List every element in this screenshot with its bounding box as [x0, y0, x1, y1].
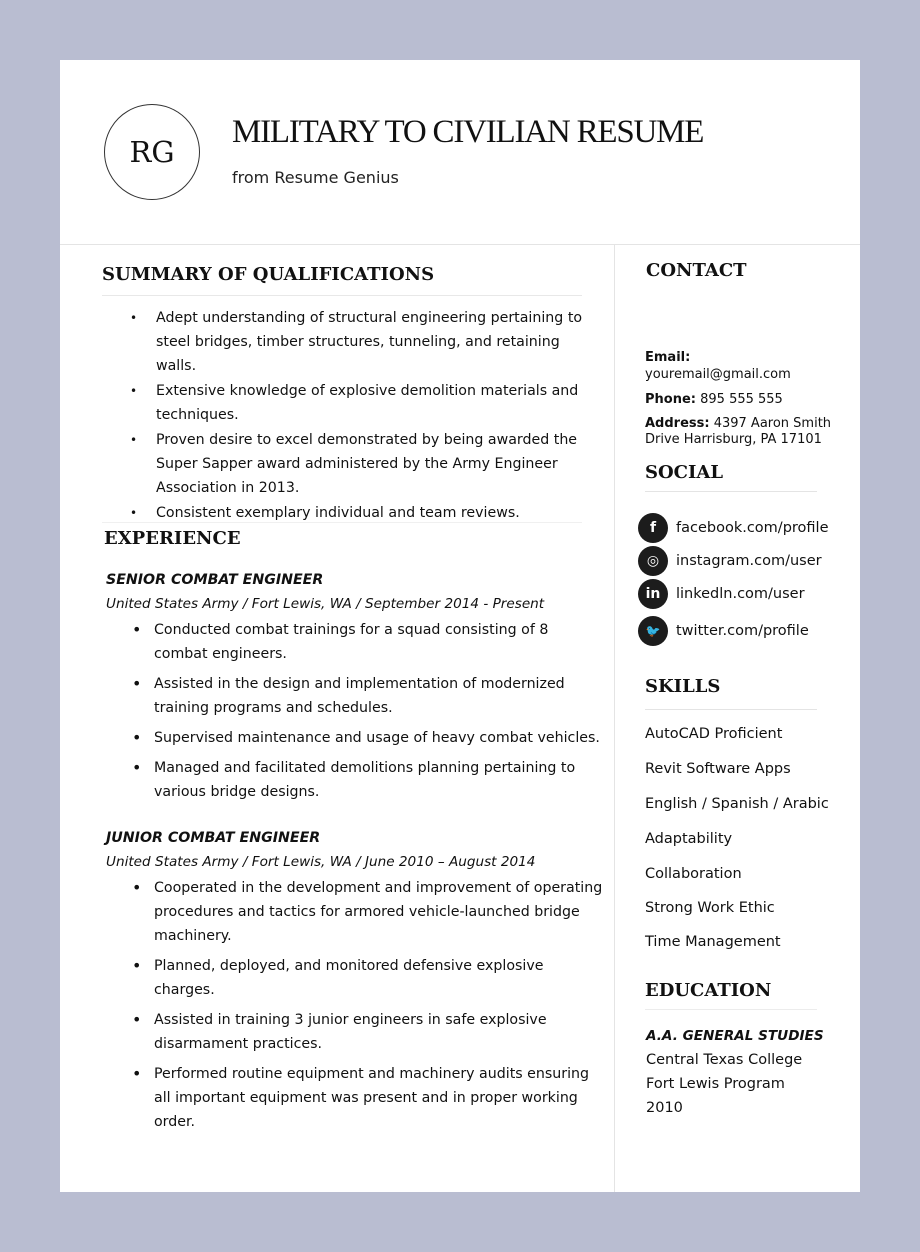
address-line-2: Drive Harrisburg, PA 17101	[645, 432, 822, 447]
social-label: linkedln.com/user	[676, 586, 805, 602]
linkedin-icon: in	[638, 579, 668, 609]
job-bullet: • Assisted in the design and implementation of modernized training programs and schedules.	[106, 672, 606, 720]
social-item-twitter[interactable]	[638, 616, 809, 646]
job-meta: United States Army / Fort Lewis, WA / June 2010 – August 2014	[106, 854, 536, 870]
job-bullet: • Supervised maintenance and usage of heavy combat vehicles.	[106, 726, 606, 750]
social-label: facebook.com/profile	[676, 520, 829, 536]
phone-label: Phone:	[645, 392, 696, 407]
skill-item: Adaptability	[645, 831, 733, 847]
job-title: SENIOR COMBAT ENGINEER	[106, 572, 324, 588]
skill-item: AutoCAD Proficient	[645, 726, 783, 742]
education-school: Central Texas College	[646, 1052, 803, 1068]
summary-item: • Adept understanding of structural engineering pertaining to steel bridges, timber structures, tunneling, and retaining walls.	[102, 306, 602, 378]
education-degree: A.A. GENERAL STUDIES	[646, 1028, 824, 1044]
facebook-icon: f	[638, 513, 668, 543]
skill-item: Revit Software Apps	[645, 761, 791, 777]
address-label: Address:	[645, 416, 710, 431]
skill-item: English / Spanish / Arabic	[645, 796, 829, 812]
skill-item: Collaboration	[645, 866, 742, 882]
skill-item: Time Management	[645, 934, 781, 950]
job-entry-senior	[106, 570, 606, 810]
job-bullet: • Conducted combat trainings for a squad consisting of 8 combat engineers.	[106, 618, 606, 666]
education-year: 2010	[646, 1100, 683, 1116]
address-line	[645, 416, 845, 432]
social-item-linkedin[interactable]	[638, 579, 805, 609]
job-bullets	[106, 618, 606, 804]
summary-item: • Consistent exemplary individual and team reviews.	[102, 501, 602, 525]
resume-header	[60, 60, 860, 245]
phone-line	[645, 392, 845, 408]
address-value: 4397 Aaron Smith	[713, 416, 832, 431]
monogram-badge: RG	[104, 104, 200, 200]
divider	[102, 522, 582, 523]
job-title: JUNIOR COMBAT ENGINEER	[106, 830, 321, 846]
column-divider	[614, 244, 615, 1192]
job-meta: United States Army / Fort Lewis, WA / September 2014 - Present	[106, 596, 545, 612]
education-program: Fort Lewis Program	[646, 1076, 785, 1092]
summary-item: • Proven desire to excel demonstrated by being awarded the Super Sapper award administered by the Army Engineer Association in 2013.	[102, 428, 602, 500]
job-entry-junior	[106, 828, 606, 1140]
summary-heading: SUMMARY OF QUALIFICATIONS	[102, 264, 582, 296]
job-bullet: • Cooperated in the development and improvement of operating procedures and tactics for armored vehicle-launched bridge machinery.	[106, 876, 606, 948]
social-heading: SOCIAL	[645, 462, 817, 492]
social-item-instagram[interactable]	[638, 546, 822, 576]
twitter-icon: 🐦	[638, 616, 668, 646]
email-label: Email:	[645, 350, 691, 365]
job-bullet: • Planned, deployed, and monitored defensive explosive charges.	[106, 954, 606, 1002]
resume-title: MILITARY TO CIVILIAN RESUME	[232, 114, 704, 150]
resume-page	[60, 60, 860, 1192]
education-heading: EDUCATION	[645, 980, 817, 1010]
skill-item: Strong Work Ethic	[645, 900, 775, 916]
summary-item: • Extensive knowledge of explosive demolition materials and techniques.	[102, 379, 602, 427]
social-item-facebook[interactable]	[638, 513, 829, 543]
social-label: twitter.com/profile	[676, 623, 809, 639]
job-bullets	[106, 876, 606, 1134]
email-value: youremail@gmail.com	[645, 367, 791, 382]
social-label: instagram.com/user	[676, 553, 822, 569]
experience-heading: EXPERIENCE	[104, 528, 241, 549]
skills-heading: SKILLS	[645, 676, 817, 710]
job-bullet: • Performed routine equipment and machinery audits ensuring all important equipment was present and in proper working order.	[106, 1062, 606, 1134]
job-bullet: • Assisted in training 3 junior engineers in safe explosive disarmament practices.	[106, 1008, 606, 1056]
resume-subtitle: from Resume Genius	[232, 168, 399, 187]
instagram-icon: ◎	[638, 546, 668, 576]
contact-heading: CONTACT	[646, 260, 747, 281]
summary-list	[102, 306, 602, 526]
phone-value: 895 555 555	[700, 392, 783, 407]
job-bullet: • Managed and facilitated demolitions planning pertaining to various bridge designs.	[106, 756, 606, 804]
